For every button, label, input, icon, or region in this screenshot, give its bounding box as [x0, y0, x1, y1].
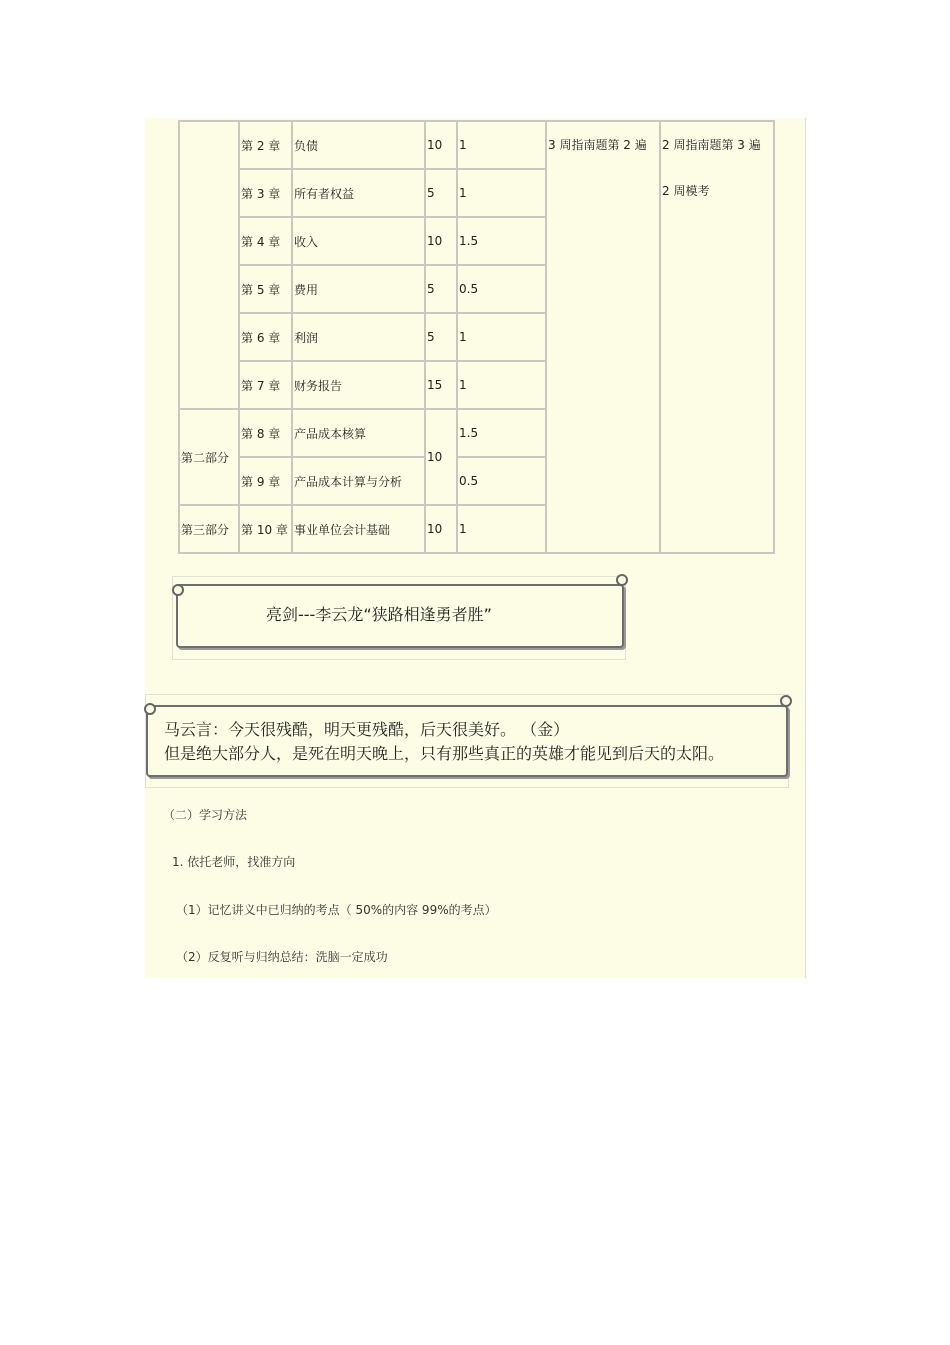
chapter-cell: 第 10 章: [239, 505, 292, 553]
score-cell: 5: [425, 169, 457, 217]
score-cell: 5: [425, 265, 457, 313]
weight-cell: 1: [457, 169, 546, 217]
chapter-cell: 第 9 章: [239, 457, 292, 505]
list-item: （1）记忆讲义中已归纳的考点（ 50%的内容 99%的考点）: [176, 903, 497, 917]
score-cell: 10: [425, 217, 457, 265]
weight-cell: 1: [457, 313, 546, 361]
list-item: 1. 依托老师，找准方向: [172, 855, 296, 869]
quote-line: 但是绝大部分人，是死在明天晚上，只有那些真正的英雄才能见到后天的太阳。: [164, 744, 725, 763]
title-cell: 产品成本核算: [292, 409, 425, 457]
mock-plan-cell: [660, 121, 774, 553]
title-cell: 事业单位会计基础: [292, 505, 425, 553]
title-cell: 所有者权益: [292, 169, 425, 217]
weight-cell: 1: [457, 505, 546, 553]
score-cell: 15: [425, 361, 457, 409]
guide-plan-cell: 3 周指南题第 2 遍: [546, 121, 660, 553]
part-cell: 第二部分: [179, 409, 239, 505]
chapter-cell: 第 5 章: [239, 265, 292, 313]
weight-cell: 1.5: [457, 217, 546, 265]
table-row: [179, 121, 774, 169]
title-cell: 费用: [292, 265, 425, 313]
title-cell: 产品成本计算与分析: [292, 457, 425, 505]
weight-cell: 1.5: [457, 409, 546, 457]
mock-plan-line2: 2 周模考: [662, 184, 710, 198]
chapter-cell: 第 6 章: [239, 313, 292, 361]
title-cell: 负债: [292, 121, 425, 169]
chapter-cell: 第 2 章: [239, 121, 292, 169]
score-cell: 10: [425, 505, 457, 553]
title-cell: 财务报告: [292, 361, 425, 409]
scroll-curl-icon: [144, 703, 156, 715]
scroll-curl-icon: [780, 695, 792, 707]
weight-cell: 0.5: [457, 265, 546, 313]
chapter-cell: 第 8 章: [239, 409, 292, 457]
weight-cell: 1: [457, 121, 546, 169]
quote-line: 马云言：今天很残酷，明天更残酷，后天很美好。 （金）: [164, 720, 570, 739]
list-item: （2）反复听与归纳总结：洗脑一定成功: [176, 950, 388, 964]
quote-scroll-banner: [176, 584, 624, 648]
scroll-curl-icon: [616, 574, 628, 586]
section-heading: （二）学习方法: [163, 808, 248, 822]
study-schedule-table: [178, 120, 775, 554]
title-cell: 利润: [292, 313, 425, 361]
score-cell: 5: [425, 313, 457, 361]
mock-plan-line1: 2 周指南题第 3 遍: [662, 138, 761, 152]
part-cell: 第三部分: [179, 505, 239, 553]
scroll-curl-icon: [172, 584, 184, 596]
score-cell: 10: [425, 121, 457, 169]
chapter-cell: 第 7 章: [239, 361, 292, 409]
part-cell: [179, 121, 239, 409]
weight-cell: 0.5: [457, 457, 546, 505]
score-cell: 10: [425, 409, 457, 505]
chapter-cell: 第 3 章: [239, 169, 292, 217]
chapter-cell: 第 4 章: [239, 217, 292, 265]
title-cell: 收入: [292, 217, 425, 265]
quote-text: 亮剑---李云龙“狭路相逢勇者胜”: [266, 605, 492, 624]
weight-cell: 1: [457, 361, 546, 409]
quote-scroll-banner: [146, 705, 788, 777]
